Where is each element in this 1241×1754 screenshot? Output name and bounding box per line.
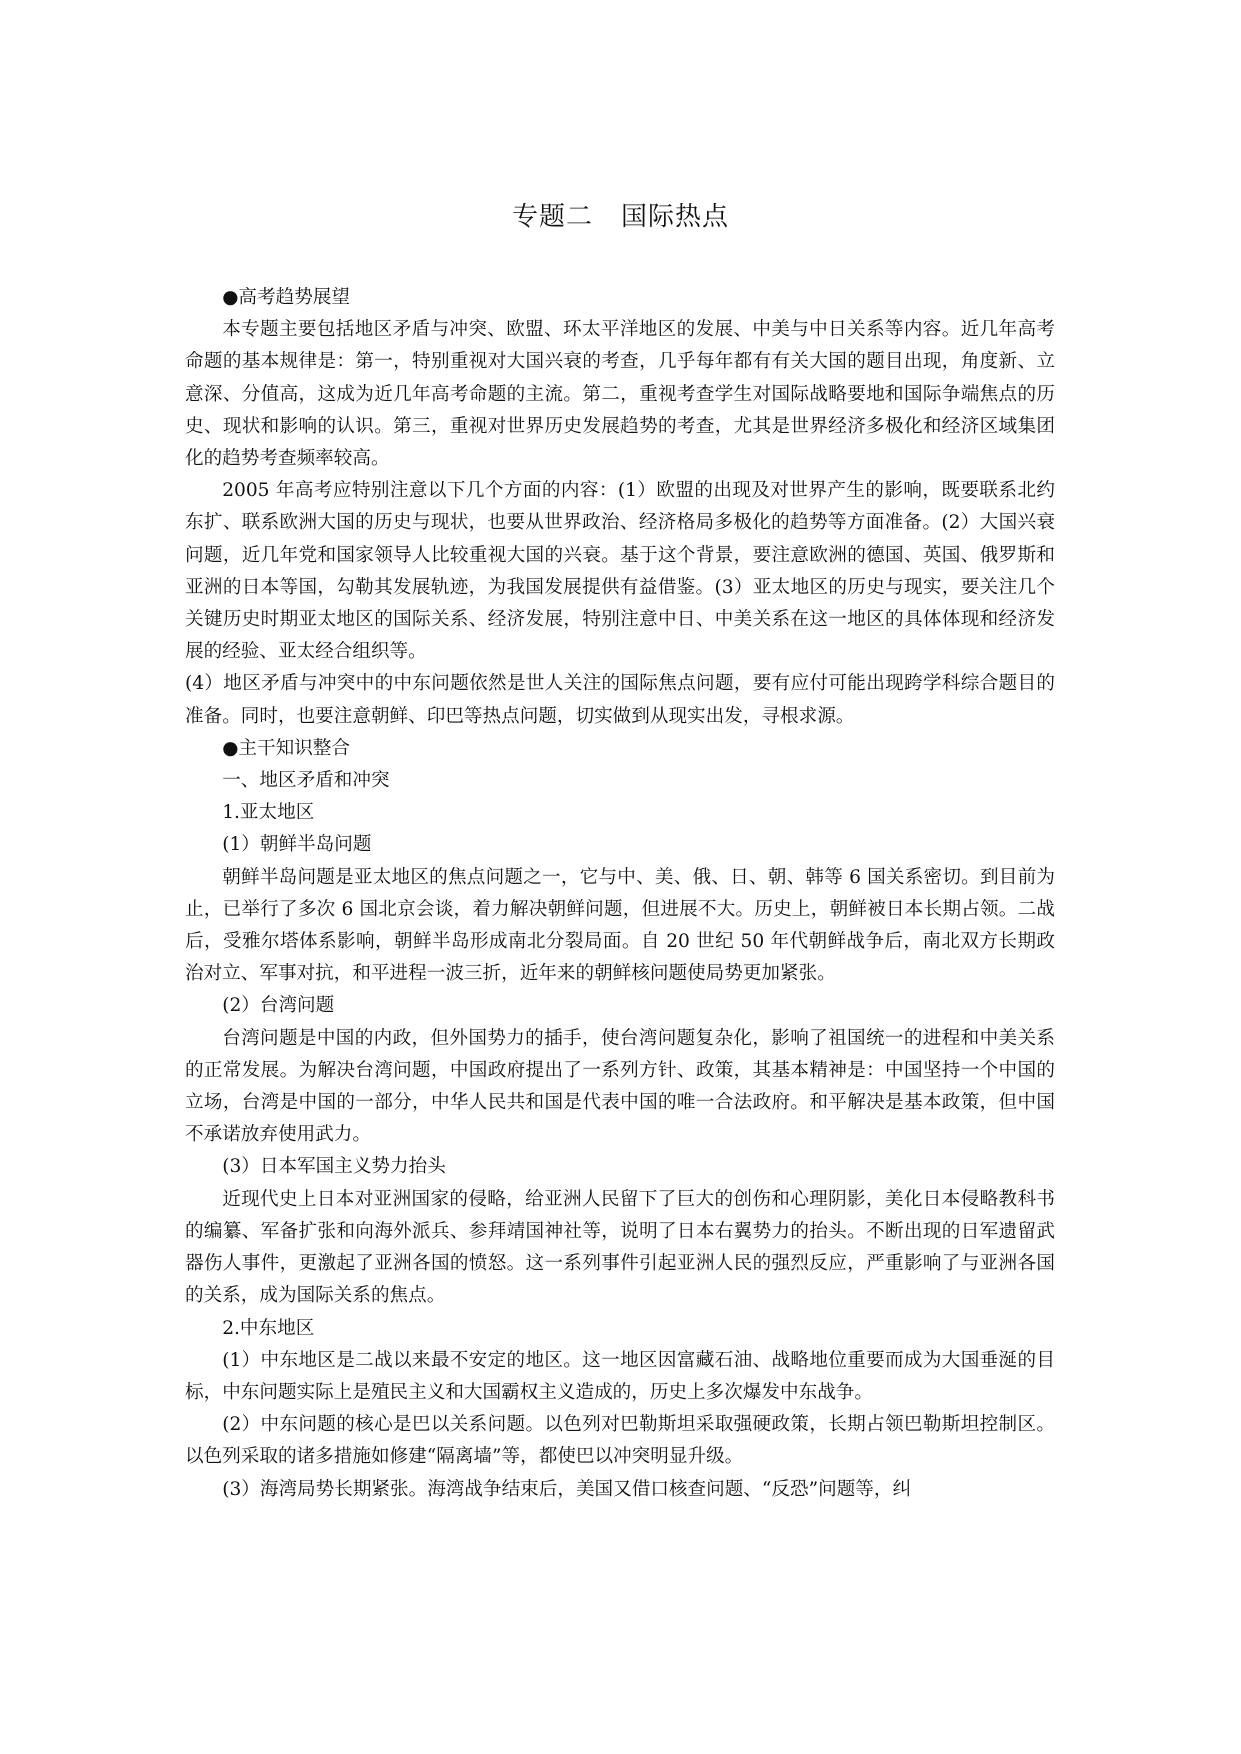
paragraph-topic-overview: 本专题主要包括地区矛盾与冲突、欧盟、环太平洋地区的发展、中美与中日关系等内容。近几年高考命题的基本规律是：第一，特别重视对大国兴衰的考查，几乎每年都有有关大国的题目出现，角度新、立意深、分值高，这成为近几年高考命题的主流。第二，重视考查学生对国际战略要地和国际争端焦点的历史、现状和影响的认识。第三，重视对世界历史发展趋势的考查，尤其是世界经济多极化和经济区域集团化的趋势考查频率较高。 [185,319,1055,470]
paragraph-middle-east-2: (2）中东问题的核心是巴以关系问题。以色列对巴勒斯坦采取强硬政策，长期占领巴勒斯坦控制区。以色列采取的诸多措施如修建“隔离墙”等，都使巴以冲突明显升级。 [185,1414,1055,1468]
heading-middle-east: 2.中东地区 [222,1317,315,1339]
section-heading-core-knowledge: ●主干知识整合 [222,737,350,759]
page-title [0,196,1241,233]
paragraph-middle-east-3: (3）海湾局势长期紧张。海湾战争结束后，美国又借口核查问题、“反恐”问题等，纠 [222,1478,912,1500]
title-part-topic: 专题二 [511,202,593,232]
paragraph-taiwan: 台湾问题是中国的内政，但外国势力的插手，使台湾问题复杂化，影响了祖国统一的进程和中美关系的正常发展。为解决台湾问题，中国政府提出了一系列方针、政策，其基本精神是：中国坚持一个中国的立场，台湾是中国的一部分，中华人民共和国是代表中国的唯一合法政府。和平解决是基本政策，但中国不承诺放弃使用武力。 [185,1027,1055,1146]
title-part-subject: 国际热点 [621,202,730,232]
document-body [185,282,1055,1506]
heading-korean-peninsula: (1）朝鲜半岛问题 [222,834,372,856]
paragraph-middle-east-focus: (4）地区矛盾与冲突中的中东问题依然是世人关注的国际焦点问题，要有应付可能出现跨学科综合题目的准备。同时，也要注意朝鲜、印巴等热点问题，切实做到从现实出发，寻根求源。 [185,673,1055,727]
heading-regional-conflicts: 一、地区矛盾和冲突 [222,770,390,792]
heading-japan-militarism: (3）日本军国主义势力抬头 [222,1156,446,1178]
paragraph-2005-focus: 2005 年高考应特别注意以下几个方面的内容：(1）欧盟的出现及对世界产生的影响，既要联系北约东扩、联系欧洲大国的历史与现状，也要从世界政治、经济格局多极化的趋势等方面准备。(2）大国兴衰问题，近几年党和国家领导人比较重视大国的兴衰。基于这个背景，要注意欧洲的德国、英国、俄罗斯和亚洲的日本等国，勾勒其发展轨迹，为我国发展提供有益借鉴。(3）亚太地区的历史与现实，要关注几个关键历史时期亚太地区的国际关系、经济发展，特别注意中日、中美关系在这一地区的具体体现和经济发展的经验、亚太经合组织等。 [185,480,1055,663]
section-heading-trend-outlook: ●高考趋势展望 [222,287,350,308]
heading-asia-pacific: 1.亚太地区 [222,802,315,824]
heading-taiwan: (2）台湾问题 [222,995,335,1017]
paragraph-japan-militarism: 近现代史上日本对亚洲国家的侵略，给亚洲人民留下了巨大的创伤和心理阴影，美化日本侵略教科书的编纂、军备扩张和向海外派兵、参拜靖国神社等，说明了日本右翼势力的抬头。不断出现的日军遗留武器伤人事件，更激起了亚洲各国的愤怒。这一系列事件引起亚洲人民的强烈反应，严重影响了与亚洲各国的关系，成为国际关系的焦点。 [185,1188,1055,1307]
paragraph-middle-east-1: (1）中东地区是二战以来最不安定的地区。这一地区因富藏石油、战略地位重要而成为大国垂涎的目标，中东问题实际上是殖民主义和大国霸权主义造成的，历史上多次爆发中东战争。 [185,1349,1055,1403]
paragraph-korean-peninsula: 朝鲜半岛问题是亚太地区的焦点问题之一，它与中、美、俄、日、朝、韩等 6 国关系密切。到目前为止，已举行了多次 6 国北京会谈，着力解决朝鲜问题，但进展不大。历史上，朝鲜被日本长期占领。二战后，受雅尔塔体系影响，朝鲜半岛形成南北分裂局面。自 20 世纪 50 年代朝鲜战争后，南北双方长期政治对立、军事对抗，和平进程一波三折，近年来的朝鲜核问题使局势更加紧张。 [185,866,1055,985]
